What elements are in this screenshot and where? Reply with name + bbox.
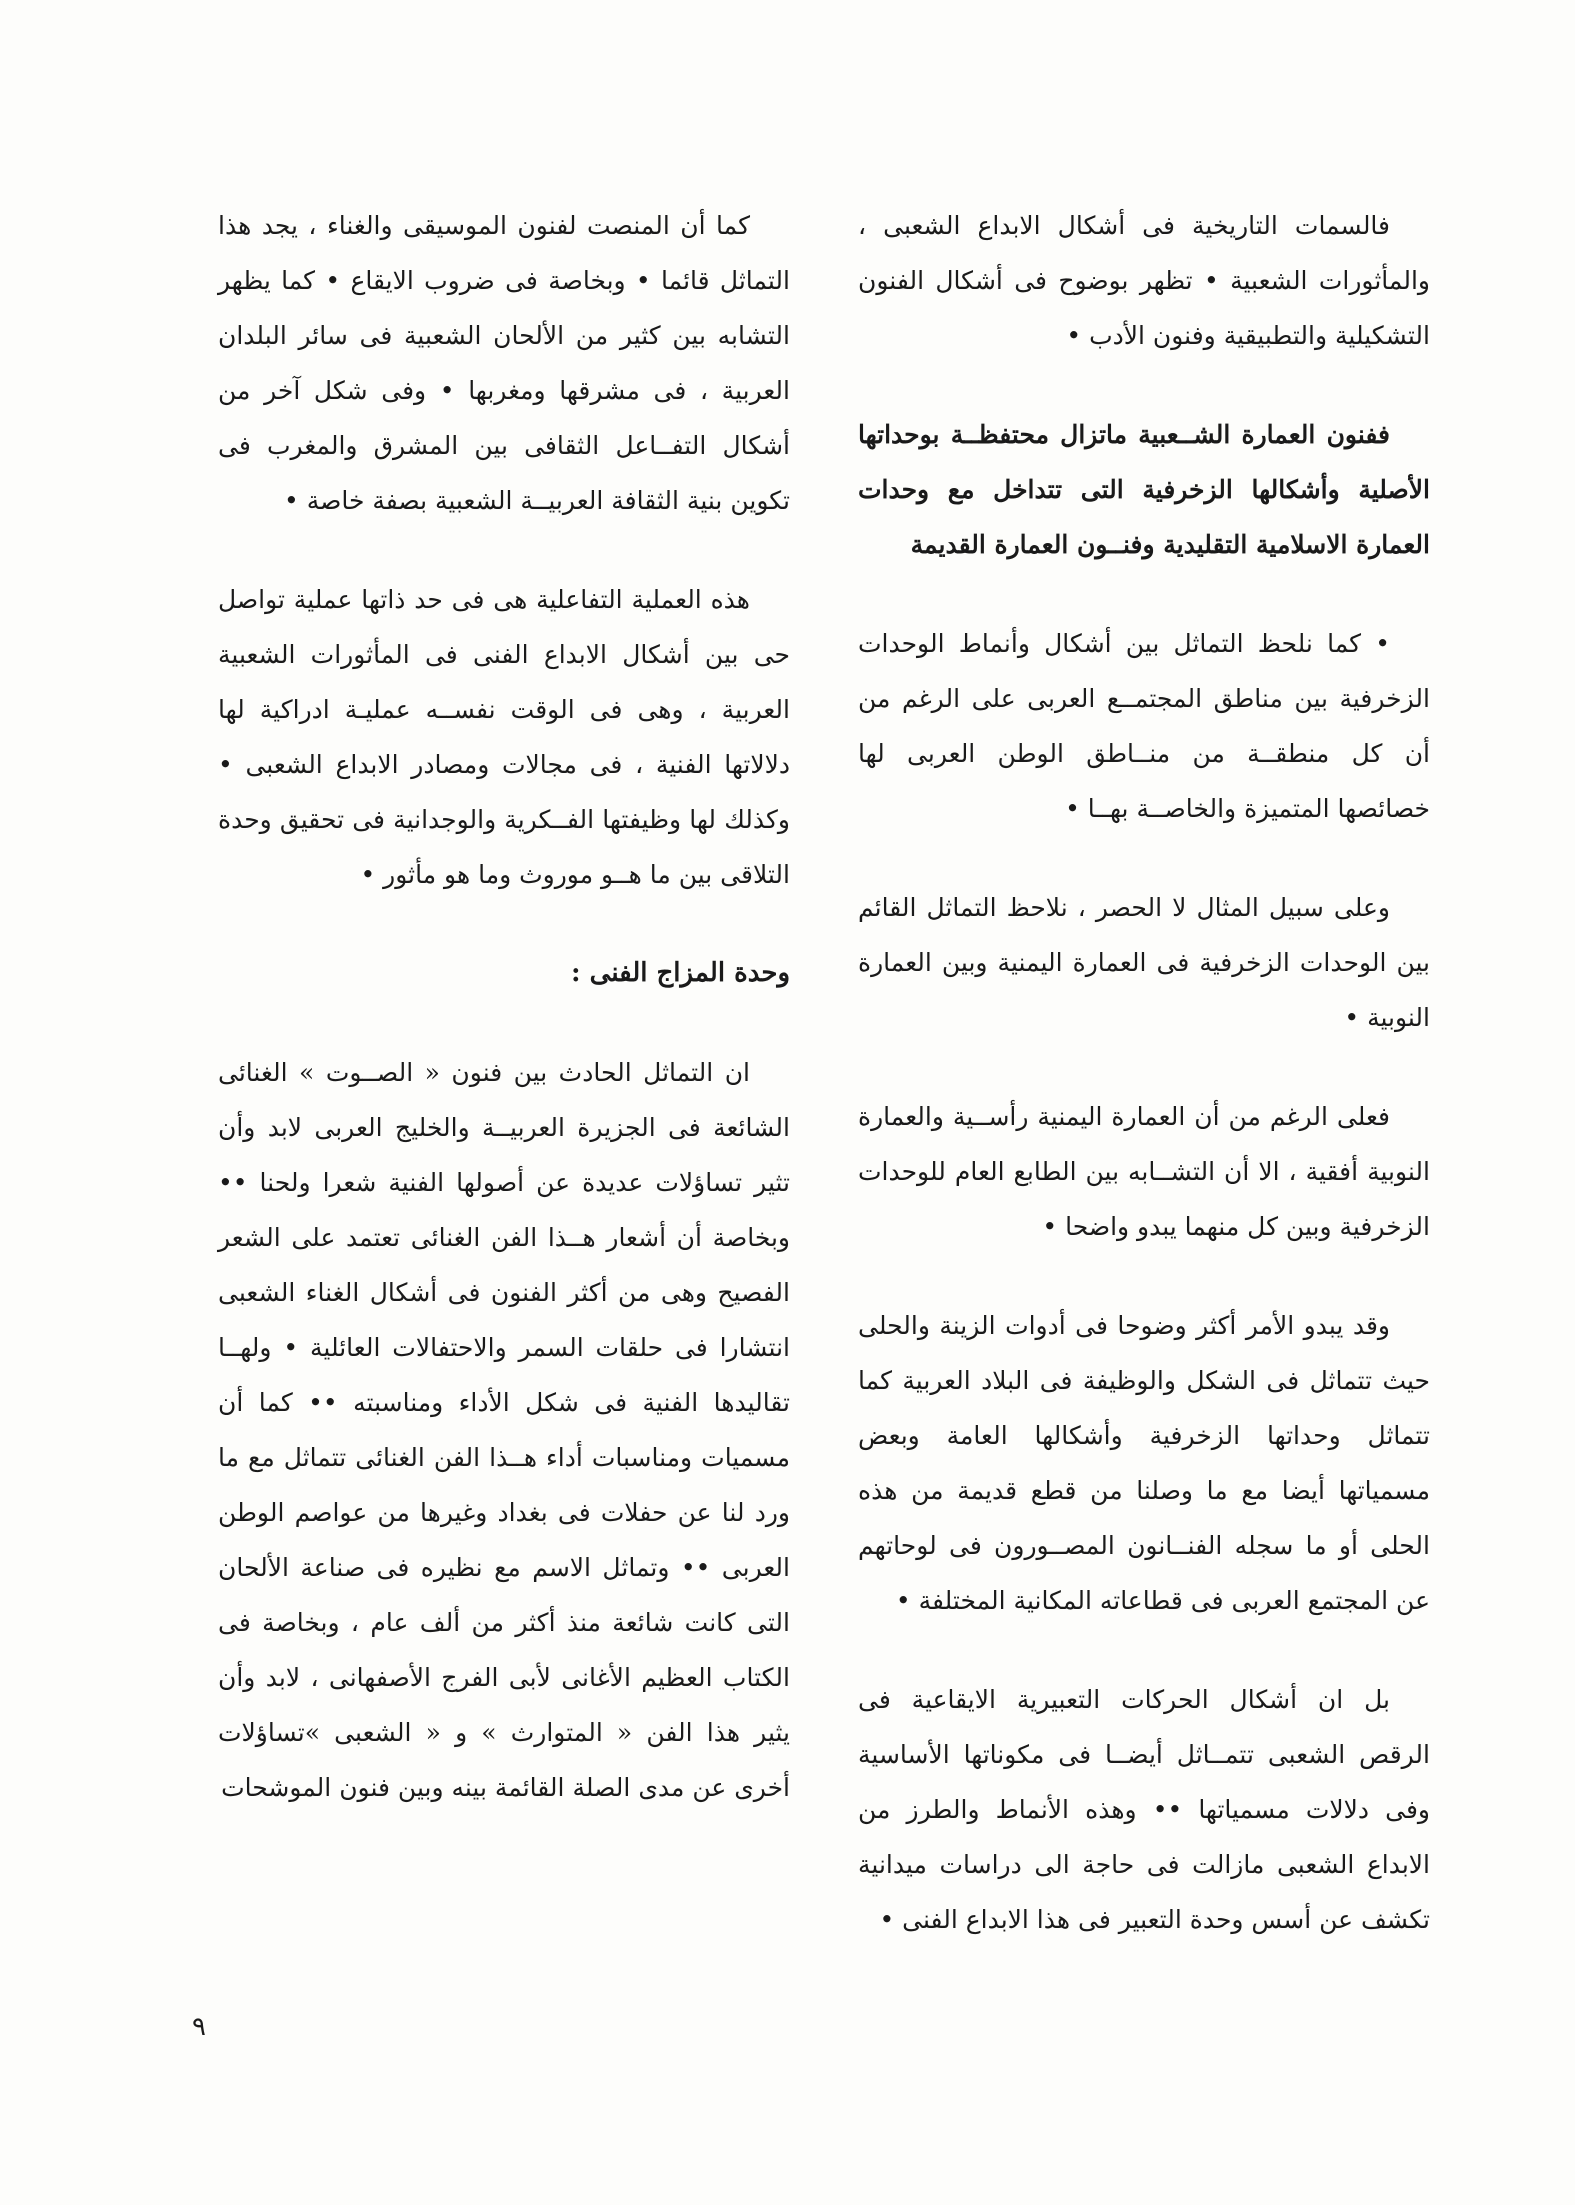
paragraph: فعلى الرغم من أن العمارة اليمنية رأســية والعمارة النوبية أفقية ، الا أن التشــابه بين الطابع العام للوحدات الزخرفية وبين كل منهما يبدو واضحا • (858, 1102, 1430, 1241)
paragraph: فالسمات التاريخية فى أشكال الابداع الشعبى ، والمأثورات الشعبية • تظهر بوضوح فى أشكال الفنون التشكيلية والتطبيقية وفنون الأدب • (858, 211, 1430, 350)
page-number: ٩ (192, 2012, 206, 2042)
paragraph: وعلى سبيل المثال لا الحصر ، نلاحظ التماثل القائم بين الوحدات الزخرفية فى العمارة اليمنية وبين العمارة النوبية • (858, 893, 1430, 1032)
paragraph: وقد يبدو الأمر أكثر وضوحا فى أدوات الزينة والحلى حيث تتماثل فى الشكل والوظيفة فى البلاد العربية كما تتماثل وحداتها الزخرفية وأشكالها العامة وبعض مسمياتها أيضا مع ما وصلنا من قطع قديمة من هذه الحلى أو ما سجله الفنــانون المصــورون فى لوحاتهم عن المجتمع العربى فى قطاعاته المكانية المختلفة • (858, 1311, 1430, 1615)
paragraph: بل ان أشكال الحركات التعبيرية الايقاعية فى الرقص الشعبى تتمــاثل أيضــا فى مكوناتها الأساسية وفى دلالات مسمياتها •• وهذه الأنماط والطرز من الابداع الشعبى مازالت فى حاجة الى دراسات ميدانية تكشف عن أسس وحدة التعبير فى هذا الابداع الفنى • (858, 1685, 1430, 1934)
paragraph: هذه العملية التفاعلية هى فى حد ذاتها عملية تواصل حى بين أشكال الابداع الفنى فى المأثورات الشعبية العربية ، وهى فى الوقت نفســه عمليـة ادراكية لها دلالاتها الفنية ، فى مجالات ومصادر الابداع الشعبى • وكذلك لها وظيفتها الفــكرية والوجدانية فى تحقيق وحدة التلاقى بين ما هــو موروث وما هو مأثور • (218, 585, 790, 889)
paragraph: ان التماثل الحادث بين فنون « الصــوت » الغنائى الشائعة فى الجزيرة العربيــة والخليج العربى لابد وأن تثير تساؤلات عديدة عن أصولها الفنية شعرا ولحنا •• وبخاصة أن أشعار هــذا الفن الغنائى تعتمد على الشعر الفصيح وهى من أكثر الفنون فى أشكال الغناء الشعبى انتشارا فى حلقات السمر والاحتفالات العائلية • ولهــا تقاليدها الفنية فى شكل الأداء ومناسبته •• كما أن مسميات ومناسبات أداء هــذا الفن الغنائى تتماثل مع ما ورد لنا عن حفلات فى بغداد وغيرها من عواصم الوطن العربى •• وتماثل الاسم مع نظيره فى صناعة الألحان التى كانت شائعة منذ أكثر من ألف عام ، وبخاصة فى الكتاب العظيم الأغانى لأبى الفرج الأصفهانى ، لابد وأن يثير هذا الفن « المتوارث » و « الشعبى »تساؤلات أخرى عن مدى الصلة القائمة بينه وبين فنون الموشحات (218, 1058, 790, 1802)
paragraph: كما أن المنصت لفنون الموسيقى والغناء ، يجد هذا التماثل قائما • وبخاصة فى ضروب الايقاع • كما يظهر التشابه بين كثير من الألحان الشعبية فى سائر البلدان العربية ، فى مشرقها ومغربها • وفى شكل آخر من أشكال التفــاعل الثقافى بين المشرق والمغرب فى تكوين بنية الثقافة العربيــة الشعبية بصفة خاصة • (218, 211, 790, 515)
right-text-column (858, 198, 1430, 1991)
paragraph: ففنون العمارة الشــعبية ماتزال محتفظــة بوحداتها الأصلية وأشكالها الزخرفية التى تتداخل مع وحدات العمارة الاسلامية التقليدية وفنــون العمارة القديمة (858, 420, 1430, 559)
paragraph: • كما نلحظ التماثل بين أشكال وأنماط الوحدات الزخرفية بين مناطق المجتمــع العربى على الرغم من أن كل منطقــة من منــاطق الوطن العربى لها خصائصها المتميزة والخاصــة بهــا • (858, 629, 1430, 823)
section-heading: وحدة المزاج الفنى : (571, 958, 790, 988)
left-text-column (218, 198, 790, 1859)
